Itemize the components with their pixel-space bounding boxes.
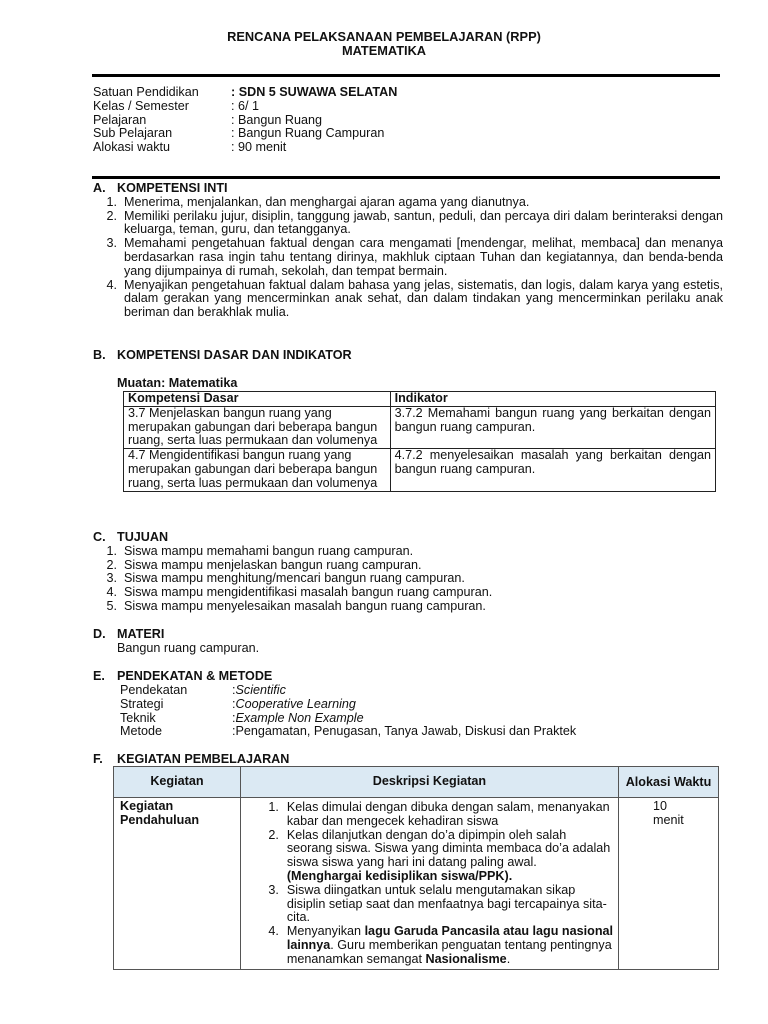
metode-label: Metode — [120, 724, 163, 739]
item-number: 3. — [106, 236, 117, 251]
alokasi-waktu: 10 menit — [619, 798, 719, 970]
list-item — [93, 210, 723, 238]
step-text: Kelas dimulai dengan dibuka dengan salam, menanyakan kabar dan mengecek kehadiran siswa — [286, 800, 610, 828]
section-heading: C. TUJUAN — [93, 530, 169, 544]
column-header: Indikator — [390, 392, 715, 407]
identity-value: : 6/ 1 — [231, 98, 260, 113]
item-text: Siswa mampu menjelaskan bangun ruang campuran. — [124, 557, 422, 572]
item-text: Siswa mampu menyelesaikan masalah bangun ruang campuran. — [124, 598, 486, 613]
identity-row — [93, 127, 397, 141]
table-row — [124, 406, 716, 448]
metode-label: Pendekatan — [120, 683, 188, 697]
item-text: Menerima, menjalankan, dan menghargai ajaran agama yang dianutnya. — [124, 194, 530, 209]
document-title: RENCANA PELAKSANAAN PEMBELAJARAN (RPP) — [227, 29, 541, 44]
identity-label: Kelas / Semester — [93, 98, 189, 113]
metode-value: Pengamatan, Penugasan, Tanya Jawab, Diskusi dan Praktek — [235, 724, 577, 739]
item-number: 1. — [106, 543, 117, 558]
item-number: 2. — [106, 557, 117, 572]
colon: : — [232, 710, 236, 725]
item-number: 3. — [268, 882, 279, 897]
emphasis-text: Nasionalisme — [425, 951, 507, 966]
item-number: 5. — [106, 598, 117, 613]
identity-value: : Bangun Ruang — [231, 112, 323, 127]
item-text: Memahami pengetahuan faktual dengan cara mengamati [mendengar, melihat, membaca] dan menanya berdasarkan rasa ingin tahu tentang dirinya, makhluk ciptaan Tuhan dan kegiatannya, dan benda-benda yang dijumpainya di rumah, sekolah, dan tempat bermain. — [124, 236, 723, 278]
list-item — [93, 559, 723, 573]
kegiatan-steps — [245, 801, 614, 967]
identity-value: : Bangun Ruang Campuran — [231, 126, 385, 141]
section-heading: D. MATERI — [93, 627, 165, 641]
identity-label: Sub Pelajaran — [93, 126, 173, 141]
identity-block — [93, 86, 397, 155]
metode-label: Strategi — [120, 696, 164, 711]
identity-row — [93, 141, 397, 155]
metode-row — [120, 684, 576, 698]
step-text: Kelas dilanjutkan dengan do’a dipimpin oleh salah seorang siswa. Siswa yang diminta membaca do’a adalah siswa siswa yang hari ini datang paling awal. — [286, 827, 611, 870]
section-kompetensi-dasar — [93, 349, 723, 363]
kompetensi-inti-list — [93, 196, 723, 320]
indikator-cell: 3.7.2 Memahami bangun ruang yang berkaitan dengan bangun ruang campuran. — [390, 406, 715, 448]
item-text: Siswa mampu memahami bangun ruang campuran. — [124, 543, 414, 558]
colon: : — [232, 724, 236, 739]
item-text: Memiliki perilaku jujur, disiplin, tanggung jawab, santun, peduli, dan percaya diri dalam berinteraksi dengan keluarga, teman, guru, dan tetangganya. — [124, 208, 723, 237]
list-item — [93, 586, 723, 600]
divider — [92, 74, 720, 77]
step-text: . — [506, 951, 511, 966]
list-item — [93, 279, 723, 320]
kegiatan-step — [245, 884, 614, 925]
kompetensi-dasar-table — [123, 391, 716, 492]
muatan-label: Muatan: Matematika — [117, 376, 238, 390]
colon: : — [232, 683, 236, 697]
item-number: 4. — [106, 277, 117, 292]
kegiatan-step — [245, 801, 614, 829]
metode-label: Teknik — [120, 710, 156, 725]
identity-row — [93, 114, 397, 128]
identity-row — [93, 100, 397, 114]
list-item — [93, 572, 723, 586]
identity-value: : SDN 5 SUWAWA SELATAN — [231, 85, 398, 99]
section-heading: B. KOMPETENSI DASAR DAN INDIKATOR — [93, 348, 352, 362]
identity-label: Pelajaran — [93, 112, 147, 127]
item-text: Menyajikan pengetahuan faktual dalam bahasa yang jelas, sistematis, dan logis, dalam karya yang estetis, dalam gerakan yang mencerminkan anak sehat, dan dalam tindakan yang mencerminkan perilaku anak beriman dan berakhlak mulia. — [124, 277, 723, 320]
item-number: 3. — [106, 571, 117, 586]
kegiatan-table — [113, 766, 719, 970]
identity-value: : 90 menit — [231, 140, 287, 155]
section-pendekatan — [93, 670, 723, 684]
kegiatan-step — [245, 829, 614, 884]
step-text: . Guru memberikan penguatan tentang pentingnya menanamkan semangat — [286, 937, 612, 966]
kompetensi-cell: 4.7 Mengidentifikasi bangun ruang yang merupakan gabungan dari beberapa bangun ruang, serta luas permukaan dan volumenya — [124, 449, 391, 491]
section-kompetensi-inti — [93, 182, 723, 320]
item-text — [287, 829, 614, 884]
item-text — [287, 925, 614, 966]
table-row — [114, 798, 719, 970]
materi-text: Bangun ruang campuran. — [117, 640, 260, 655]
identity-label: Satuan Pendidikan — [93, 85, 199, 99]
identity-label: Alokasi waktu — [93, 140, 170, 155]
step-text: Siswa diingatkan untuk selalu mengutamakan sikap disiplin setiap saat dan menfaatnya bagi tercapainya sita-cita. — [286, 882, 607, 925]
table-row — [124, 449, 716, 491]
column-header: Kegiatan — [114, 767, 241, 798]
kompetensi-cell: 3.7 Menjelaskan bangun ruang yang merupakan gabungan dari beberapa bangun ruang, serta luas permukaan dan volumenya — [124, 406, 391, 448]
item-number: 2. — [268, 827, 279, 842]
item-text: Siswa mampu menghitung/mencari bangun ruang campuran. — [124, 571, 465, 586]
metode-value: Example Non Example — [235, 710, 364, 725]
list-item — [93, 600, 723, 614]
tujuan-list — [93, 545, 723, 614]
item-number: 2. — [106, 208, 117, 223]
section-heading: E. PENDEKATAN & METODE — [93, 669, 273, 683]
colon: : — [232, 696, 236, 711]
section-heading: F. KEGIATAN PEMBELAJARAN — [93, 752, 290, 766]
item-number: 1. — [106, 194, 117, 209]
column-header: Deskripsi Kegiatan — [240, 767, 618, 798]
item-number: 1. — [268, 800, 279, 814]
column-header: Alokasi Waktu — [619, 767, 719, 798]
section-kegiatan — [93, 753, 723, 767]
item-number: 4. — [268, 924, 279, 939]
item-text — [287, 884, 614, 925]
section-materi — [93, 628, 723, 656]
item-text — [287, 801, 614, 829]
emphasis-text: (Menghargai kedisiplikan siswa/PPK). — [286, 868, 513, 883]
item-number: 4. — [106, 585, 117, 600]
kegiatan-name: Kegiatan Pendahuluan — [114, 798, 241, 970]
metode-block — [120, 684, 576, 739]
divider — [92, 176, 720, 179]
section-tujuan — [93, 531, 723, 614]
list-item — [93, 237, 723, 278]
metode-row — [120, 712, 576, 726]
document-subject: MATEMATIKA — [341, 43, 427, 58]
item-text: Siswa mampu mengidentifikasi masalah bangun ruang campuran. — [124, 585, 493, 600]
list-item — [93, 196, 723, 210]
metode-row — [120, 698, 576, 712]
step-text: Menyanyikan — [286, 924, 365, 939]
metode-row — [120, 725, 576, 739]
kegiatan-step — [245, 925, 614, 966]
indikator-cell: 4.7.2 menyelesaikan masalah yang berkaitan dengan bangun ruang campuran. — [390, 449, 715, 491]
list-item — [93, 545, 723, 559]
metode-value: Cooperative Learning — [235, 696, 356, 711]
metode-value: Scientific — [235, 683, 286, 697]
column-header: Kompetensi Dasar — [124, 392, 391, 407]
identity-row — [93, 86, 397, 100]
emphasis-text: lagu Garuda Pancasila atau lagu nasional lainnya — [286, 924, 614, 952]
section-heading: A. KOMPETENSI INTI — [93, 181, 228, 195]
